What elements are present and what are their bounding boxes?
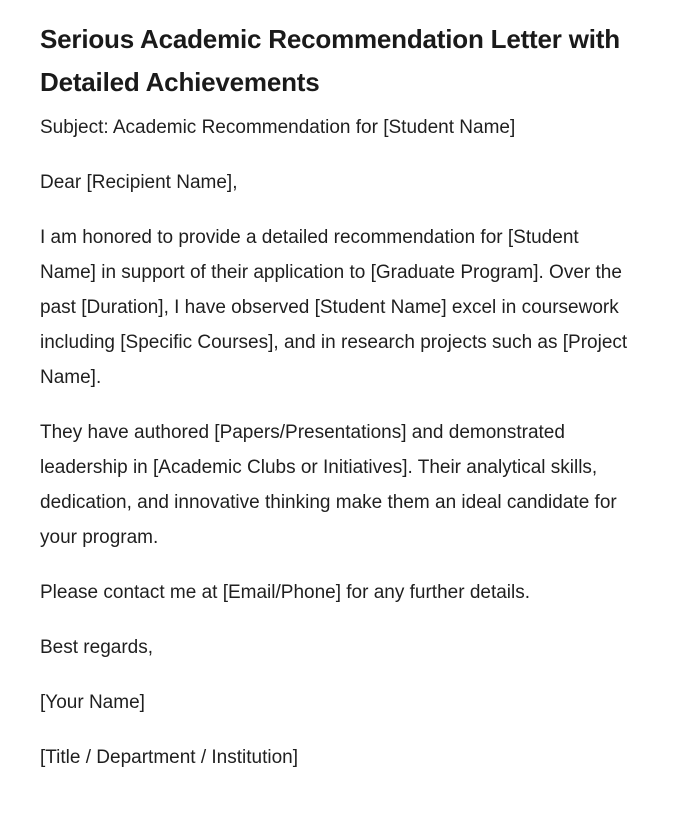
body-paragraph-1: I am honored to provide a detailed recommendation for [Student Name] in support of their application to [Graduate Program]. Over the past [Duration], I have observed [Student Name] excel in coursework including [Specific Courses], and in research projects such as [Project Name]. [40, 227, 628, 388]
closing-salutation: Best regards, [40, 637, 153, 658]
page-title: Serious Academic Recommendation Letter with Detailed Achievements [40, 24, 620, 97]
contact-paragraph: Please contact me at [Email/Phone] for any further details. [40, 582, 531, 603]
signature-name: [Your Name] [40, 692, 145, 713]
body-paragraph-2: They have authored [Papers/Presentations] and demonstrated leadership in [Academic Clubs or Initiatives]. Their analytical skills, dedication, and innovative thinking make them an ideal candidate for your program. [40, 422, 617, 548]
salutation: Dear [Recipient Name], [40, 172, 238, 193]
signature-title: [Title / Department / Institution] [40, 747, 299, 768]
subject-line: Subject: Academic Recommendation for [Student Name] [40, 117, 516, 138]
